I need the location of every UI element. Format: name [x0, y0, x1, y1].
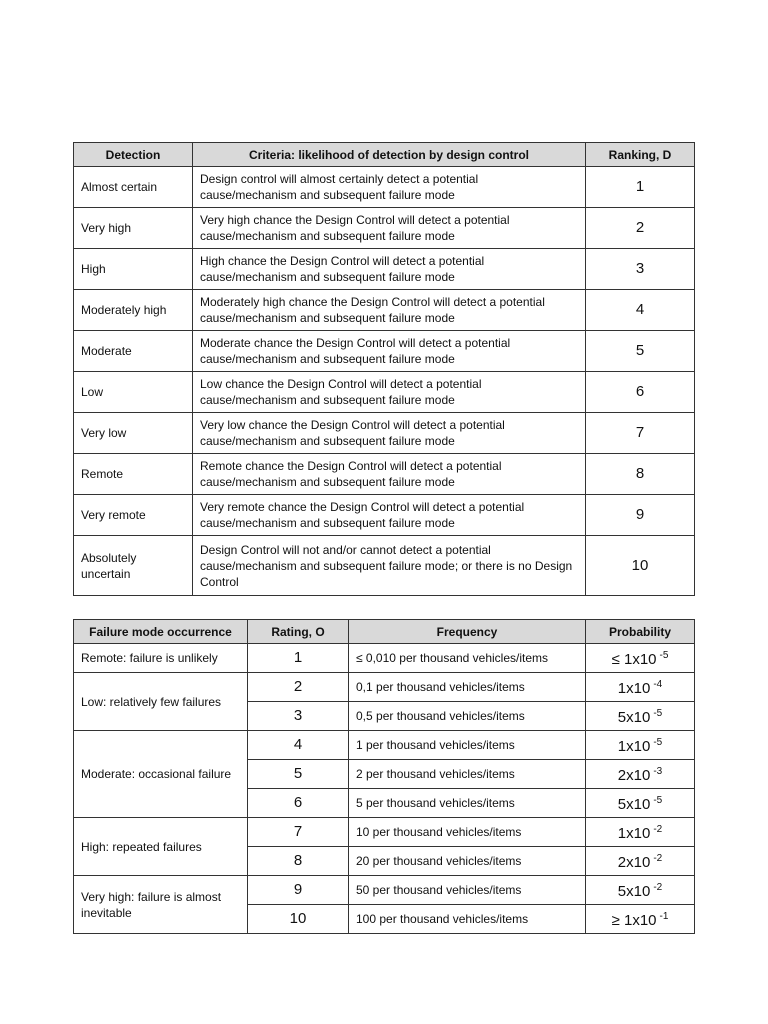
header-probability: Probability	[586, 620, 695, 644]
ranking-value: 2	[586, 208, 695, 249]
table-row	[74, 495, 695, 536]
probability-base: 2x10	[617, 767, 651, 784]
probability-value	[586, 731, 695, 760]
detection-level: Very remote	[74, 495, 193, 536]
detection-criteria: Design control will almost certainly detect a potential cause/mechanism and subsequent failure mode	[193, 167, 586, 208]
table-row	[74, 644, 695, 673]
detection-level: Almost certain	[74, 167, 193, 208]
probability-exponent: -5	[653, 795, 663, 806]
frequency-value: 1 per thousand vehicles/items	[349, 731, 586, 760]
detection-criteria: Low chance the Design Control will detect a potential cause/mechanism and subsequent failure mode	[193, 372, 586, 413]
detection-criteria: Remote chance the Design Control will detect a potential cause/mechanism and subsequent failure mode	[193, 454, 586, 495]
probability-value	[586, 876, 695, 905]
probability-exponent: -2	[653, 882, 663, 893]
frequency-value: 100 per thousand vehicles/items	[349, 905, 586, 934]
probability-value	[586, 789, 695, 818]
probability-base: ≥ 1x10	[611, 912, 657, 929]
probability-value	[586, 760, 695, 789]
detection-level: Absolutely uncertain	[74, 536, 193, 596]
header-occurrence: Failure mode occurrence	[74, 620, 248, 644]
detection-criteria: Moderately high chance the Design Control will detect a potential cause/mechanism and subsequent failure mode	[193, 290, 586, 331]
probability-value	[586, 905, 695, 934]
probability-base: 1x10	[617, 825, 651, 842]
probability-base: 5x10	[617, 796, 651, 813]
probability-value	[586, 673, 695, 702]
detection-criteria: Design Control will not and/or cannot detect a potential cause/mechanism and subsequent failure mode; or there is no Design Control	[193, 536, 586, 596]
header-rating: Rating, O	[248, 620, 349, 644]
header-detection: Detection	[74, 143, 193, 167]
rating-value: 6	[248, 789, 349, 818]
probability-value	[586, 702, 695, 731]
table-row	[74, 331, 695, 372]
detection-level: Very low	[74, 413, 193, 454]
occurrence-rating-table	[73, 619, 695, 934]
detection-criteria: High chance the Design Control will detect a potential cause/mechanism and subsequent failure mode	[193, 249, 586, 290]
ranking-value: 6	[586, 372, 695, 413]
table-header-row	[74, 143, 695, 167]
occurrence-group: High: repeated failures	[74, 818, 248, 876]
rating-value: 1	[248, 644, 349, 673]
detection-level: Very high	[74, 208, 193, 249]
probability-value	[586, 818, 695, 847]
ranking-value: 9	[586, 495, 695, 536]
table-row	[74, 536, 695, 596]
probability-exponent: -4	[653, 679, 663, 690]
frequency-value: 2 per thousand vehicles/items	[349, 760, 586, 789]
header-criteria: Criteria: likelihood of detection by design control	[193, 143, 586, 167]
probability-exponent: -5	[653, 708, 663, 719]
frequency-value: 50 per thousand vehicles/items	[349, 876, 586, 905]
probability-base: 5x10	[617, 709, 651, 726]
detection-level: Moderate	[74, 331, 193, 372]
occurrence-group: Very high: failure is almost inevitable	[74, 876, 248, 934]
detection-level: Remote	[74, 454, 193, 495]
ranking-value: 7	[586, 413, 695, 454]
probability-value	[586, 847, 695, 876]
table-row	[74, 818, 695, 847]
frequency-value: 20 per thousand vehicles/items	[349, 847, 586, 876]
detection-criteria: Very remote chance the Design Control will detect a potential cause/mechanism and subsequent failure mode	[193, 495, 586, 536]
probability-value	[586, 644, 695, 673]
rating-value: 7	[248, 818, 349, 847]
header-frequency: Frequency	[349, 620, 586, 644]
table-row	[74, 208, 695, 249]
ranking-value: 3	[586, 249, 695, 290]
occurrence-group: Remote: failure is unlikely	[74, 644, 248, 673]
probability-exponent: -3	[653, 766, 663, 777]
rating-value: 5	[248, 760, 349, 789]
header-ranking: Ranking, D	[586, 143, 695, 167]
rating-value: 8	[248, 847, 349, 876]
rating-value: 3	[248, 702, 349, 731]
table-row	[74, 372, 695, 413]
detection-level: Low	[74, 372, 193, 413]
frequency-value: 5 per thousand vehicles/items	[349, 789, 586, 818]
probability-base: 1x10	[617, 738, 651, 755]
frequency-value: ≤ 0,010 per thousand vehicles/items	[349, 644, 586, 673]
detection-ranking-table	[73, 142, 695, 596]
table-row	[74, 673, 695, 702]
probability-base: 1x10	[617, 680, 651, 697]
occurrence-group: Low: relatively few failures	[74, 673, 248, 731]
probability-exponent: -5	[659, 650, 669, 661]
probability-exponent: -2	[653, 824, 663, 835]
detection-criteria: Moderate chance the Design Control will detect a potential cause/mechanism and subsequent failure mode	[193, 331, 586, 372]
rating-value: 2	[248, 673, 349, 702]
table-row	[74, 167, 695, 208]
probability-base: 2x10	[617, 854, 651, 871]
ranking-value: 1	[586, 167, 695, 208]
ranking-value: 8	[586, 454, 695, 495]
detection-level: Moderately high	[74, 290, 193, 331]
probability-exponent: -2	[653, 853, 663, 864]
probability-base: ≤ 1x10	[611, 651, 657, 668]
probability-exponent: -5	[653, 737, 663, 748]
ranking-value: 10	[586, 536, 695, 596]
table-row	[74, 876, 695, 905]
ranking-value: 4	[586, 290, 695, 331]
frequency-value: 0,5 per thousand vehicles/items	[349, 702, 586, 731]
frequency-value: 10 per thousand vehicles/items	[349, 818, 586, 847]
rating-value: 4	[248, 731, 349, 760]
detection-criteria: Very high chance the Design Control will detect a potential cause/mechanism and subsequent failure mode	[193, 208, 586, 249]
ranking-value: 5	[586, 331, 695, 372]
rating-value: 10	[248, 905, 349, 934]
table-row	[74, 413, 695, 454]
frequency-value: 0,1 per thousand vehicles/items	[349, 673, 586, 702]
rating-value: 9	[248, 876, 349, 905]
probability-base: 5x10	[617, 883, 651, 900]
table-row	[74, 290, 695, 331]
table-row	[74, 731, 695, 760]
detection-level: High	[74, 249, 193, 290]
table-row	[74, 249, 695, 290]
detection-criteria: Very low chance the Design Control will detect a potential cause/mechanism and subsequent failure mode	[193, 413, 586, 454]
table-header-row	[74, 620, 695, 644]
table-row	[74, 454, 695, 495]
probability-exponent: -1	[659, 911, 669, 922]
occurrence-group: Moderate: occasional failure	[74, 731, 248, 818]
